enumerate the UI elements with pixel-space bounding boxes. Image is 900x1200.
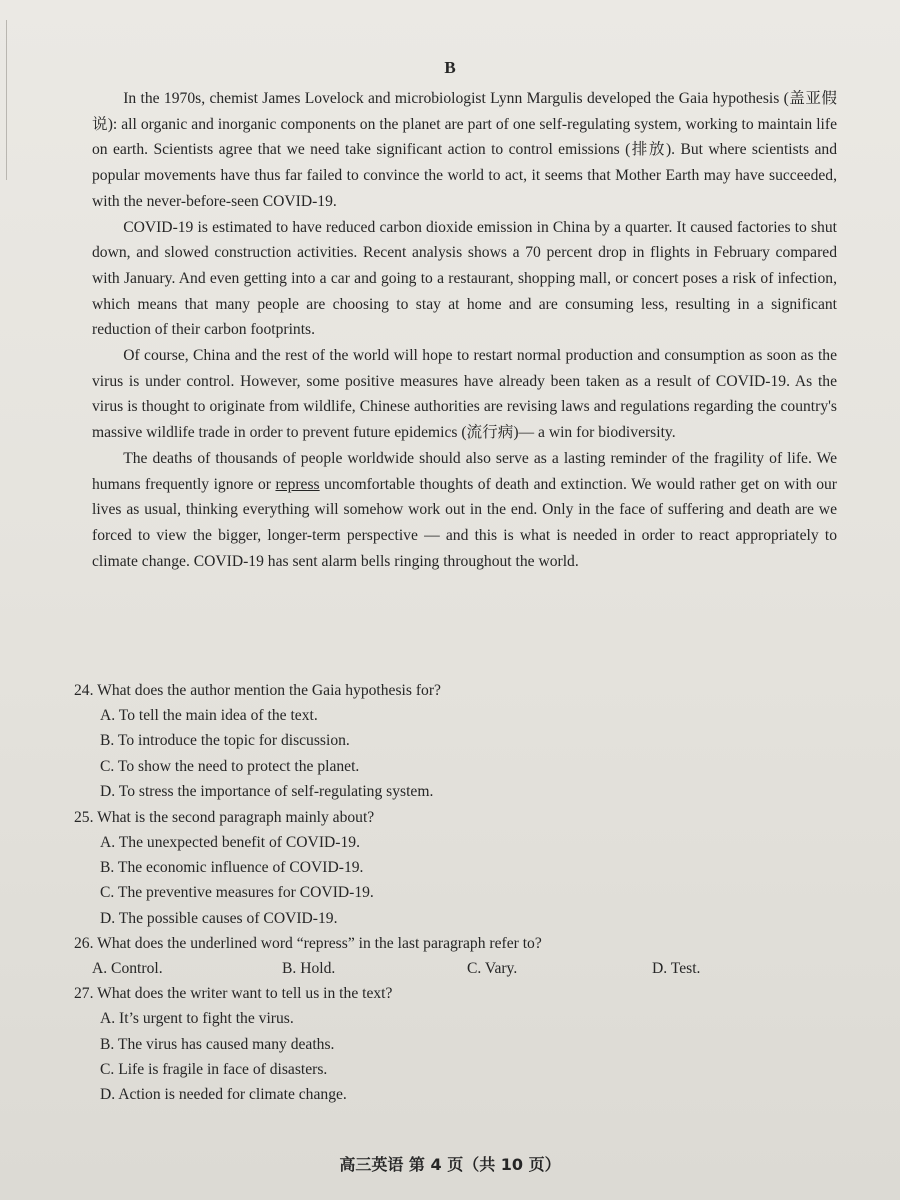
option-a[interactable]: A. It’s urgent to fight the virus. [100, 1010, 294, 1028]
question-27 [74, 981, 834, 1108]
paragraph-4 [92, 446, 837, 575]
option-row [92, 956, 834, 981]
option-a[interactable]: A. The unexpected benefit of COVID-19. [100, 833, 360, 851]
question-25 [74, 805, 834, 932]
question-stem: 27. What does the writer want to tell us in the text? [74, 985, 393, 1003]
question-list [74, 678, 834, 1108]
option-d[interactable]: D. To stress the importance of self-regulating system. [100, 783, 434, 801]
question-stem: 25. What is the second paragraph mainly about? [74, 808, 375, 826]
option-a[interactable]: A. To tell the main idea of the text. [100, 707, 318, 724]
question-24 [74, 678, 834, 805]
option-c[interactable]: C. The preventive measures for COVID-19. [100, 884, 374, 902]
option-d[interactable]: D. Action is needed for climate change. [100, 1086, 347, 1104]
paragraph-2: COVID-19 is estimated to have reduced carbon dioxide emission in China by a quarter. It caused factories to shut down, and slowed construction activities. Recent analysis shows a 70 percent drop in flights in February compared with January. And even getting into a car and going to a restaurant, shopping mall, or concert poses a risk of infection, which means that many people are choosing to stay at home and are consuming less, resulting in a significant reduction of their carbon footprints. [92, 218, 837, 339]
paragraph-4-before: The deaths of thousands of people worldwide should also serve as a lasting reminder of the fragility of life. We humans frequently ignore or [92, 449, 837, 493]
section-heading: B [444, 58, 456, 77]
option-a[interactable]: A. Control. [92, 960, 163, 978]
option-b[interactable]: B. The virus has caused many deaths. [100, 1035, 335, 1053]
page-footer: 高三英语 第 4 页（共 10 页） [339, 1155, 561, 1174]
option-d[interactable]: D. Test. [652, 960, 701, 978]
option-b[interactable]: B. The economic influence of COVID-19. [100, 859, 364, 877]
question-stem: 24. What does the author mention the Gaia hypothesis for? [74, 682, 441, 699]
option-c[interactable]: C. Life is fragile in face of disasters. [100, 1061, 328, 1079]
question-stem: 26. What does the underlined word “repress” in the last paragraph refer to? [74, 935, 542, 953]
paragraph-1: In the 1970s, chemist James Lovelock and microbiologist Lynn Margulis developed the Gaia hypothesis (盖亚假说): all organic and inorganic components on the planet are part of one self-regulating system, working to maintain life on earth. Scientists agree that we need take significant action to control emissions (排放). But where scientists and popular movements have thus far failed to convince the world to act, it seems that Mother Earth may have succeeded, with the never-before-seen COVID-19. [92, 90, 837, 210]
reading-passage [92, 86, 837, 574]
option-c[interactable]: C. To show the need to protect the planet. [100, 757, 360, 775]
underlined-word: repress [275, 475, 320, 493]
option-c[interactable]: C. Vary. [467, 960, 518, 978]
question-26 [74, 931, 834, 981]
paragraph-4-after: uncomfortable thoughts of death and extinction. We would rather get on with our lives as usual, thinking everything will somehow work out in the end. Only in the face of suffering and death are we forced to view the bigger, longer-term perspective — and this is what is needed in order to react appropriately to climate change. COVID-19 has sent alarm bells ringing throughout the world. [92, 475, 837, 570]
option-b[interactable]: B. To introduce the topic for discussion. [100, 732, 350, 750]
paragraph-3: Of course, China and the rest of the world will hope to restart normal production and consumption as soon as the virus is under control. However, some positive measures have already been taken as a result of COVID-19. As the virus is thought to originate from wildlife, Chinese authorities are revising laws and regulations regarding the country's massive wildlife trade in order to prevent future epidemics (流行病)— a win for biodiversity. [92, 347, 837, 442]
option-d[interactable]: D. The possible causes of COVID-19. [100, 909, 338, 927]
binding-edge [6, 20, 21, 180]
option-b[interactable]: B. Hold. [282, 960, 336, 978]
